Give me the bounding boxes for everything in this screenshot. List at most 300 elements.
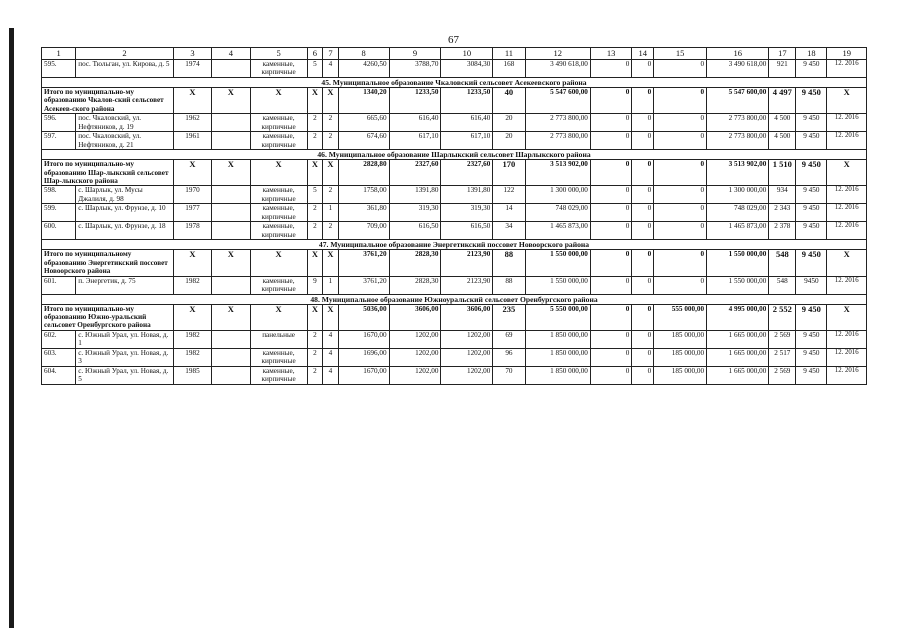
value-cell: 4 500 [769,114,796,132]
address-cell: п. Энергетик, д. 75 [76,276,174,294]
section-title-row [42,294,867,304]
table-row [42,60,867,78]
value-cell: 1202,00 [389,330,441,348]
section-title-row [42,150,867,160]
total-label: Итого по муниципально-му образованию Шар-лыкский сельсовет Шар-лыкского района [42,160,174,186]
value-cell: 1 465 873,00 [525,222,590,240]
value-cell: 4 500 [769,132,796,150]
value-cell: 3084,30 [441,60,493,78]
material-cell: каменные, кирпичные [250,114,307,132]
col-header: 19 [827,48,867,60]
entrances-cell: 2 [323,114,339,132]
empty-cell [212,132,250,150]
row-number: 595. [42,60,76,78]
value-cell: 5036,00 [338,304,389,330]
total-row [42,88,867,114]
value-cell: 1 550 000,00 [707,250,769,276]
deadline-cell: 12. 2016 [827,348,867,366]
value-cell: 20 [493,114,525,132]
x-cell: X [250,160,307,186]
col-header: 13 [590,48,632,60]
value-cell: 2 343 [769,204,796,222]
column-number-row [42,48,867,60]
value-cell: 0 [632,348,654,366]
value-cell: 0 [632,160,654,186]
value-cell: 3606,00 [441,304,493,330]
floors-cell: 2 [307,114,323,132]
value-cell: 0 [654,250,707,276]
row-number: 603. [42,348,76,366]
value-cell: 168 [493,60,525,78]
value-cell: 34 [493,222,525,240]
col-header: 14 [632,48,654,60]
address-cell: пос. Тюльган, ул. Кирова, д. 5 [76,60,174,78]
x-cell: X [212,250,250,276]
value-cell: 9 450 [796,348,827,366]
value-cell: 0 [632,60,654,78]
value-cell: 555 000,00 [654,304,707,330]
value-cell: 185 000,00 [654,366,707,384]
year-cell: 1985 [173,366,211,384]
value-cell: 1758,00 [338,186,389,204]
value-cell: 1 850 000,00 [525,330,590,348]
value-cell: 616,40 [441,114,493,132]
value-cell: 921 [769,60,796,78]
material-cell: каменные, кирпичные [250,348,307,366]
floors-cell: 5 [307,186,323,204]
value-cell: 3 490 618,00 [707,60,769,78]
value-cell: 1 665 000,00 [707,366,769,384]
row-number: 599. [42,204,76,222]
col-header: 2 [76,48,174,60]
x-cell: X [307,88,323,114]
value-cell: 2828,30 [389,276,441,294]
value-cell: 0 [654,60,707,78]
empty-cell [212,276,250,294]
value-cell: 0 [590,222,632,240]
page-edge-mark [9,28,14,628]
year-cell: 1962 [173,114,211,132]
year-cell: 1982 [173,276,211,294]
value-cell: 709,00 [338,222,389,240]
value-cell: 0 [654,186,707,204]
total-row [42,250,867,276]
value-cell: 674,60 [338,132,389,150]
value-cell: 2828,30 [389,250,441,276]
table-row [42,366,867,384]
floors-cell: 2 [307,132,323,150]
x-cell: X [250,304,307,330]
value-cell: 748 029,00 [525,204,590,222]
deadline-cell: 12. 2016 [827,366,867,384]
value-cell: 1 550 000,00 [525,276,590,294]
x-cell: X [212,88,250,114]
floors-cell: 2 [307,348,323,366]
value-cell: 617,10 [389,132,441,150]
table-row [42,222,867,240]
value-cell: 185 000,00 [654,348,707,366]
value-cell: 1696,00 [338,348,389,366]
value-cell: 1233,50 [441,88,493,114]
value-cell: 0 [590,132,632,150]
col-header: 17 [769,48,796,60]
value-cell: 0 [590,186,632,204]
section-title-row [42,240,867,250]
value-cell: 0 [654,88,707,114]
col-header: 12 [525,48,590,60]
x-cell: X [323,250,339,276]
empty-cell [212,330,250,348]
entrances-cell: 4 [323,348,339,366]
value-cell: 96 [493,348,525,366]
col-header: 3 [173,48,211,60]
x-cell: X [827,88,867,114]
value-cell: 1 300 000,00 [525,186,590,204]
value-cell: 9 450 [796,88,827,114]
x-cell: X [173,304,211,330]
value-cell: 1202,00 [441,330,493,348]
value-cell: 20 [493,132,525,150]
value-cell: 0 [654,160,707,186]
value-cell: 1202,00 [441,348,493,366]
col-header: 8 [338,48,389,60]
value-cell: 170 [493,160,525,186]
address-cell: с. Южный Урал, ул. Новая, д. 3 [76,348,174,366]
total-label: Итого по муниципально-му образованию Чкалов-ский сельсовет Асекеев-ского района [42,88,174,114]
value-cell: 5 550 000,00 [525,304,590,330]
value-cell: 2828,80 [338,160,389,186]
value-cell: 0 [590,304,632,330]
col-header: 11 [493,48,525,60]
value-cell: 1 465 873,00 [707,222,769,240]
deadline-cell: 12. 2016 [827,132,867,150]
address-cell: с. Шарлык, ул. Мусы Джалиля, д. 98 [76,186,174,204]
value-cell: 0 [654,204,707,222]
x-cell: X [323,304,339,330]
x-cell: X [250,250,307,276]
value-cell: 616,50 [441,222,493,240]
x-cell: X [307,160,323,186]
value-cell: 1340,20 [338,88,389,114]
row-number: 596. [42,114,76,132]
value-cell: 0 [632,250,654,276]
value-cell: 0 [632,276,654,294]
value-cell: 1202,00 [389,348,441,366]
row-number: 600. [42,222,76,240]
value-cell: 0 [632,88,654,114]
value-cell: 2327,60 [389,160,441,186]
section-title: 45. Муниципальное образование Чкаловский сельсовет Асекеевского района [42,78,867,88]
floors-cell: 2 [307,330,323,348]
value-cell: 0 [590,366,632,384]
address-cell: пос. Чкаловский, ул. Нефтяников, д. 21 [76,132,174,150]
x-cell: X [323,88,339,114]
section-title: 46. Муниципальное образование Шарлыкский сельсовет Шарлыкского района [42,150,867,160]
section-title-row [42,78,867,88]
value-cell: 617,10 [441,132,493,150]
table-row [42,186,867,204]
col-header: 1 [42,48,76,60]
material-cell: каменные, кирпичные [250,60,307,78]
x-cell: X [212,160,250,186]
material-cell: каменные, кирпичные [250,132,307,150]
value-cell: 0 [654,222,707,240]
address-cell: с. Шарлык, ул. Фрунзе, д. 10 [76,204,174,222]
value-cell: 2 773 800,00 [525,132,590,150]
value-cell: 0 [632,304,654,330]
value-cell: 9 450 [796,204,827,222]
floors-cell: 2 [307,204,323,222]
material-cell: панельные [250,330,307,348]
entrances-cell: 4 [323,60,339,78]
row-number: 598. [42,186,76,204]
value-cell: 2327,60 [441,160,493,186]
value-cell: 2 569 [769,366,796,384]
row-number: 604. [42,366,76,384]
year-cell: 1974 [173,60,211,78]
value-cell: 235 [493,304,525,330]
value-cell: 9 450 [796,304,827,330]
material-cell: каменные, кирпичные [250,186,307,204]
value-cell: 3 513 902,00 [707,160,769,186]
table-row [42,132,867,150]
value-cell: 88 [493,250,525,276]
deadline-cell: 12. 2016 [827,204,867,222]
value-cell: 3761,20 [338,250,389,276]
address-cell: с. Шарлык, ул. Фрунзе, д. 18 [76,222,174,240]
value-cell: 9 450 [796,60,827,78]
x-cell: X [307,250,323,276]
row-number: 601. [42,276,76,294]
col-header: 10 [441,48,493,60]
value-cell: 9 450 [796,114,827,132]
value-cell: 5 547 600,00 [525,88,590,114]
value-cell: 361,80 [338,204,389,222]
material-cell: каменные, кирпичные [250,204,307,222]
col-header: 16 [707,48,769,60]
value-cell: 2 378 [769,222,796,240]
year-cell: 1977 [173,204,211,222]
value-cell: 70 [493,366,525,384]
value-cell: 88 [493,276,525,294]
address-cell: пос. Чкаловский, ул. Нефтяников, д. 19 [76,114,174,132]
value-cell: 0 [654,276,707,294]
value-cell: 0 [632,366,654,384]
value-cell: 2123,90 [441,250,493,276]
value-cell: 0 [654,114,707,132]
total-label: Итого по муниципальному образованию Энергетикский поссовет Новоорского района [42,250,174,276]
address-cell: с. Южный Урал, ул. Новая, д. 1 [76,330,174,348]
entrances-cell: 4 [323,366,339,384]
value-cell: 185 000,00 [654,330,707,348]
table-row [42,330,867,348]
value-cell: 1391,80 [389,186,441,204]
value-cell: 1202,00 [389,366,441,384]
deadline-cell: 12. 2016 [827,330,867,348]
value-cell: 0 [632,186,654,204]
year-cell: 1982 [173,330,211,348]
deadline-cell: 12. 2016 [827,186,867,204]
value-cell: 0 [632,114,654,132]
table-row [42,114,867,132]
value-cell: 1 850 000,00 [525,348,590,366]
value-cell: 9 450 [796,160,827,186]
floors-cell: 5 [307,60,323,78]
value-cell: 3761,20 [338,276,389,294]
value-cell: 0 [590,250,632,276]
value-cell: 9 450 [796,132,827,150]
total-row [42,304,867,330]
material-cell: каменные, кирпичные [250,276,307,294]
year-cell: 1970 [173,186,211,204]
value-cell: 1 510 [769,160,796,186]
value-cell: 616,50 [389,222,441,240]
value-cell: 1 300 000,00 [707,186,769,204]
value-cell: 1 550 000,00 [525,250,590,276]
value-cell: 1 665 000,00 [707,330,769,348]
value-cell: 2 773 800,00 [525,114,590,132]
value-cell: 0 [590,330,632,348]
entrances-cell: 2 [323,186,339,204]
value-cell: 2 552 [769,304,796,330]
floors-cell: 9 [307,276,323,294]
x-cell: X [173,88,211,114]
value-cell: 2 517 [769,348,796,366]
value-cell: 616,40 [389,114,441,132]
value-cell: 4260,50 [338,60,389,78]
x-cell: X [827,304,867,330]
value-cell: 3 513 902,00 [525,160,590,186]
value-cell: 0 [590,204,632,222]
value-cell: 1 850 000,00 [525,366,590,384]
x-cell: X [173,250,211,276]
material-cell: каменные, кирпичные [250,366,307,384]
floors-cell: 2 [307,222,323,240]
value-cell: 1 550 000,00 [707,276,769,294]
col-header: 9 [389,48,441,60]
value-cell: 2 773 800,00 [707,132,769,150]
value-cell: 9 450 [796,222,827,240]
col-header: 4 [212,48,250,60]
x-cell: X [827,160,867,186]
section-title: 48. Муниципальное образование Южноуральский сельсовет Оренбургского района [42,294,867,304]
total-label: Итого по муниципально-му образованию Южно-уральский сельсовет Оренбургского района [42,304,174,330]
value-cell: 1 665 000,00 [707,348,769,366]
value-cell: 0 [632,330,654,348]
value-cell: 3 490 618,00 [525,60,590,78]
value-cell: 2 773 800,00 [707,114,769,132]
value-cell: 0 [590,160,632,186]
x-cell: X [323,160,339,186]
entrances-cell: 2 [323,132,339,150]
value-cell: 0 [590,348,632,366]
value-cell: 0 [632,132,654,150]
address-cell: с. Южный Урал, ул. Новая, д. 5 [76,366,174,384]
deadline-cell: 12. 2016 [827,222,867,240]
value-cell: 4 497 [769,88,796,114]
empty-cell [212,186,250,204]
value-cell: 9450 [796,276,827,294]
col-header: 7 [323,48,339,60]
x-cell: X [827,250,867,276]
row-number: 602. [42,330,76,348]
value-cell: 1670,00 [338,366,389,384]
empty-cell [212,348,250,366]
value-cell: 2123,90 [441,276,493,294]
value-cell: 0 [654,132,707,150]
value-cell: 1233,50 [389,88,441,114]
entrances-cell: 1 [323,204,339,222]
x-cell: X [212,304,250,330]
value-cell: 319,30 [389,204,441,222]
table-row [42,348,867,366]
col-header: 6 [307,48,323,60]
deadline-cell: 12. 2016 [827,60,867,78]
value-cell: 934 [769,186,796,204]
empty-cell [212,366,250,384]
value-cell: 319,30 [441,204,493,222]
table-row [42,276,867,294]
table-row [42,204,867,222]
value-cell: 548 [769,276,796,294]
value-cell: 3788,70 [389,60,441,78]
section-title: 47. Муниципальное образование Энергетикский поссовет Новоорского района [42,240,867,250]
value-cell: 9 450 [796,330,827,348]
year-cell: 1978 [173,222,211,240]
value-cell: 748 029,00 [707,204,769,222]
entrances-cell: 1 [323,276,339,294]
value-cell: 5 547 600,00 [707,88,769,114]
value-cell: 665,60 [338,114,389,132]
year-cell: 1982 [173,348,211,366]
value-cell: 9 450 [796,186,827,204]
deadline-cell: 12. 2016 [827,276,867,294]
value-cell: 14 [493,204,525,222]
empty-cell [212,204,250,222]
housing-register-table [41,47,867,385]
empty-cell [212,222,250,240]
deadline-cell: 12. 2016 [827,114,867,132]
value-cell: 122 [493,186,525,204]
empty-cell [212,60,250,78]
value-cell: 0 [590,114,632,132]
value-cell: 1391,80 [441,186,493,204]
total-row [42,160,867,186]
value-cell: 3606,00 [389,304,441,330]
value-cell: 548 [769,250,796,276]
value-cell: 0 [590,88,632,114]
entrances-cell: 4 [323,330,339,348]
year-cell: 1961 [173,132,211,150]
value-cell: 0 [590,276,632,294]
col-header: 15 [654,48,707,60]
x-cell: X [173,160,211,186]
row-number: 597. [42,132,76,150]
empty-cell [212,114,250,132]
value-cell: 0 [590,60,632,78]
value-cell: 4 995 000,00 [707,304,769,330]
value-cell: 69 [493,330,525,348]
value-cell: 0 [632,204,654,222]
page-number: 67 [448,34,459,46]
material-cell: каменные, кирпичные [250,222,307,240]
value-cell: 1202,00 [441,366,493,384]
value-cell: 0 [632,222,654,240]
value-cell: 1670,00 [338,330,389,348]
floors-cell: 2 [307,366,323,384]
x-cell: X [250,88,307,114]
value-cell: 9 450 [796,250,827,276]
